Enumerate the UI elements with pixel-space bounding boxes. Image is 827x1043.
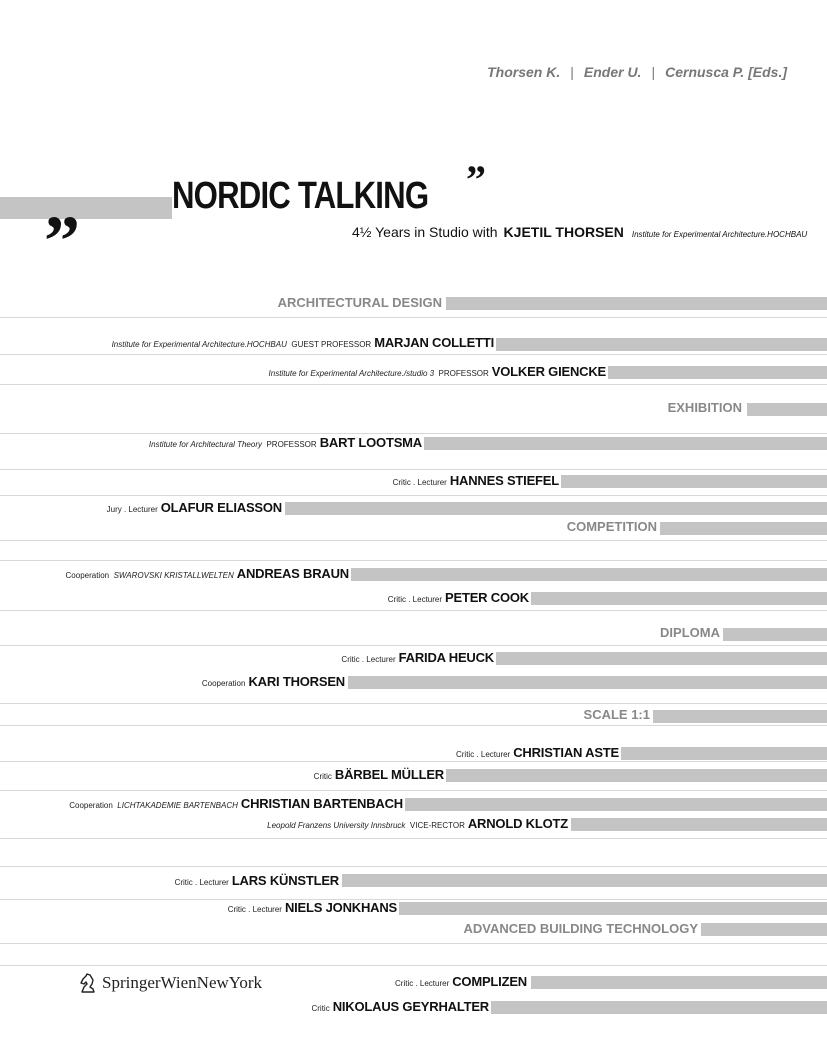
person-role: Critic . Lecturer [455,750,511,759]
person-row [107,500,282,518]
book-title: NORDIC TALKING [172,175,429,217]
person-institute: LICHTAKADEMIE BARTENBACH [117,801,238,810]
person-role: PROFESSOR [438,369,489,378]
gray-bar [446,769,827,782]
gray-bar [561,475,827,488]
person-row [393,473,559,491]
gray-bar [424,437,827,450]
person-name: BART LOOTSMA [319,435,422,450]
rule [0,540,827,541]
subtitle [352,224,807,240]
gray-bar [351,568,827,581]
person-row [456,745,619,763]
person-name: PETER COOK [445,590,529,605]
category-architectural-design: ARCHITECTURAL DESIGN [277,295,442,310]
person-name: CHRISTIAN ASTE [513,745,619,760]
person-institute: Institute for Experimental Architecture./studio 3 [268,369,435,378]
title-bar [0,197,172,219]
person-row [66,566,349,584]
person-row [267,816,568,834]
person-role: Cooperation [69,801,113,810]
rule [0,433,827,434]
category-exhibition: EXHIBITION [667,400,742,415]
gray-bar [653,710,827,723]
rule [0,725,827,726]
gray-bar [399,902,827,915]
gray-bar [621,747,827,760]
subtitle-name: KJETIL THORSEN [503,224,624,240]
rule [0,645,827,646]
person-name: NIELS JONKHANS [284,900,397,915]
rule [0,354,827,355]
person-role: VICE-RECTOR [409,821,465,830]
editor-1: Thorsen K. [487,64,561,80]
person-name: HANNES STIEFEL [449,473,559,488]
editors-line [487,64,787,80]
person-name: FARIDA HEUCK [398,650,494,665]
person-row [311,999,489,1017]
rule [0,317,827,318]
rule [0,866,827,867]
category-scale: SCALE 1:1 [583,707,650,722]
rule [0,943,827,944]
person-name: ARNOLD KLOTZ [467,816,568,831]
rule [0,610,827,611]
person-row [388,590,529,608]
person-role: Critic . Lecturer [174,878,229,887]
opening-quote-mark: ” [44,201,80,281]
person-role: Cooperation [201,679,246,688]
gray-bar [342,874,827,887]
gray-bar [491,1001,827,1014]
person-role: GUEST PROFESSOR [291,340,372,349]
person-institute: Institute for Architectural Theory [148,440,262,449]
person-institute: Leopold Franzens University Innsbruck [267,821,406,830]
gray-bar [660,522,827,535]
rule [0,838,827,839]
gray-bar [701,923,827,936]
category-competition: COMPETITION [566,519,657,534]
gray-bar [446,297,827,310]
rule [0,495,827,496]
person-row [149,435,422,453]
person-role: Critic . Lecturer [387,595,443,604]
gray-bar [531,976,827,989]
gray-bar [531,592,827,605]
knight-icon [78,972,98,994]
person-role: PROFESSOR [266,440,317,449]
editor-3: Cernusca P. [Eds.] [665,64,787,80]
rule [0,899,827,900]
person-name: CHRISTIAN BARTENBACH [240,796,403,811]
person-row [395,974,527,992]
gray-bar [496,652,827,665]
editor-separator: | [570,64,574,80]
rule [0,790,827,791]
editor-2: Ender U. [583,64,642,80]
person-institute: SWAROVSKI KRISTALLWELTEN [113,571,234,580]
person-row [228,900,397,918]
gray-bar [348,676,827,689]
rule [0,703,827,704]
person-row [269,364,606,382]
person-row [341,650,494,668]
person-name: LARS KÜNSTLER [231,873,339,888]
person-role: Jury . Lecturer [106,505,158,514]
gray-bar [285,502,827,515]
gray-bar [405,798,827,811]
person-institute: Institute for Experimental Architecture.HOCHBAU [111,340,287,349]
gray-bar [496,338,827,351]
person-role: Critic [313,772,332,781]
person-role: Critic . Lecturer [395,979,450,988]
person-role: Critic . Lecturer [341,655,396,664]
person-name: NIKOLAUS GEYRHALTER [332,999,489,1014]
person-role: Critic . Lecturer [227,905,282,914]
gray-bar [747,403,827,416]
person-role: Critic [311,1004,330,1013]
publisher-logo [78,972,262,994]
person-row [314,767,444,785]
person-row [175,873,339,891]
subtitle-text: 4½ Years in Studio with [352,224,498,240]
closing-quote-mark: ” [466,157,486,202]
person-name: VOLKER GIENCKE [491,364,606,379]
person-name: ANDREAS BRAUN [236,566,349,581]
person-row [112,335,494,353]
publisher-name: SpringerWienNewYork [102,973,263,992]
person-row [69,796,403,814]
subtitle-institute: Institute for Experimental Architecture.HOCHBAU [631,230,808,239]
person-name: OLAFUR ELIASSON [160,500,282,515]
person-role: Cooperation [65,571,110,580]
rule [0,384,827,385]
rule [0,965,827,966]
person-name: KARI THORSEN [248,674,345,689]
person-role: Critic . Lecturer [392,478,447,487]
rule [0,469,827,470]
category-advanced-building-technology: ADVANCED BUILDING TECHNOLOGY [463,921,698,936]
rule [0,560,827,561]
gray-bar [723,628,827,641]
person-name: BÄRBEL MÜLLER [334,767,444,782]
gray-bar [608,366,827,379]
gray-bar [571,818,827,831]
rule [0,761,827,762]
category-diploma: DIPLOMA [660,625,720,640]
person-name: MARJAN COLLETTI [374,335,494,350]
person-name: COMPLIZEN [452,974,527,989]
editor-separator: | [651,64,656,80]
person-row [202,674,345,692]
